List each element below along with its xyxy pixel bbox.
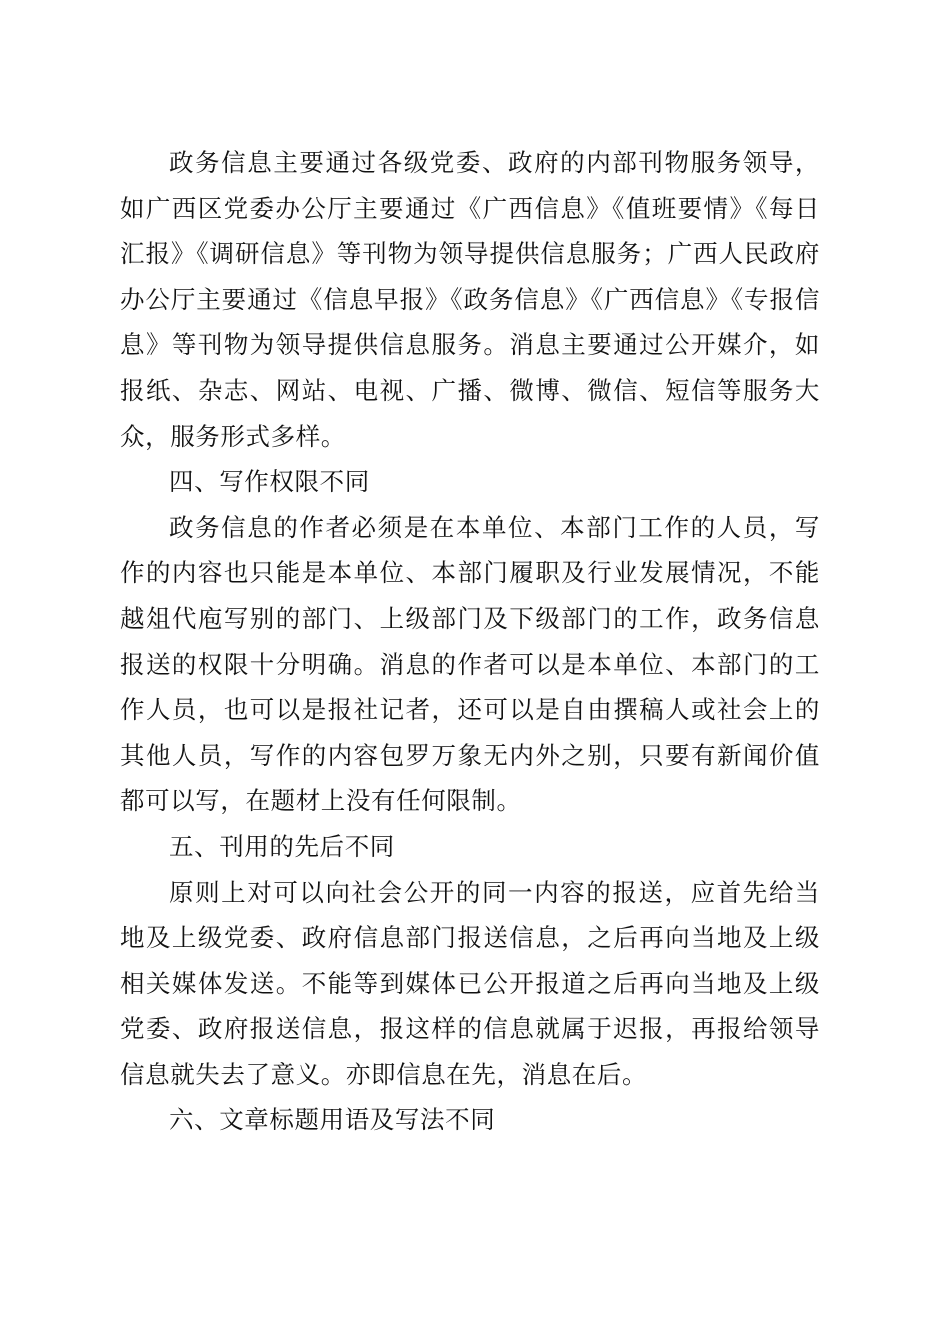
section-heading-4: 四、写作权限不同 <box>169 467 370 497</box>
paragraph-publication-order: 原则上对可以向社会公开的同一内容的报送，应首先给当地及上级党委、政府信息部门报送信息，之后再向当地及上级相关媒体发送。不能等到媒体已公开报道之后再向当地及上级党委、政府报送信息，报这样的信息就属于迟报，再报给领导信息就失去了意义。亦即信息在先，消息在后。 <box>120 877 820 1089</box>
section-heading-6: 六、文章标题用语及写法不同 <box>169 1105 496 1135</box>
document-page <box>120 140 820 1143</box>
paragraph-writing-authority: 政务信息的作者必须是在本单位、本部门工作的人员，写作的内容也只能是本单位、本部门履职及行业发展情况，不能越俎代庖写别的部门、上级部门及下级部门的工作，政务信息报送的权限十分明确。消息的作者可以是本单位、本部门的工作人员，也可以是报社记者，还可以是自由撰稿人或社会上的其他人员，写作的内容包罗万象无内外之别，只要有新闻价值都可以写，在题材上没有任何限制。 <box>120 512 820 816</box>
section-heading-5: 五、刊用的先后不同 <box>169 831 395 861</box>
paragraph-publication-channels: 政务信息主要通过各级党委、政府的内部刊物服务领导，如广西区党委办公厅主要通过《广西信息》《值班要情》《每日汇报》《调研信息》等刊物为领导提供信息服务；广西人民政府办公厅主要通过《信息早报》《政务信息》《广西信息》《专报信息》等刊物为领导提供信息服务。消息主要通过公开媒介，如报纸、杂志、网站、电视、广播、微博、微信、短信等服务大众，服务形式多样。 <box>120 148 820 451</box>
